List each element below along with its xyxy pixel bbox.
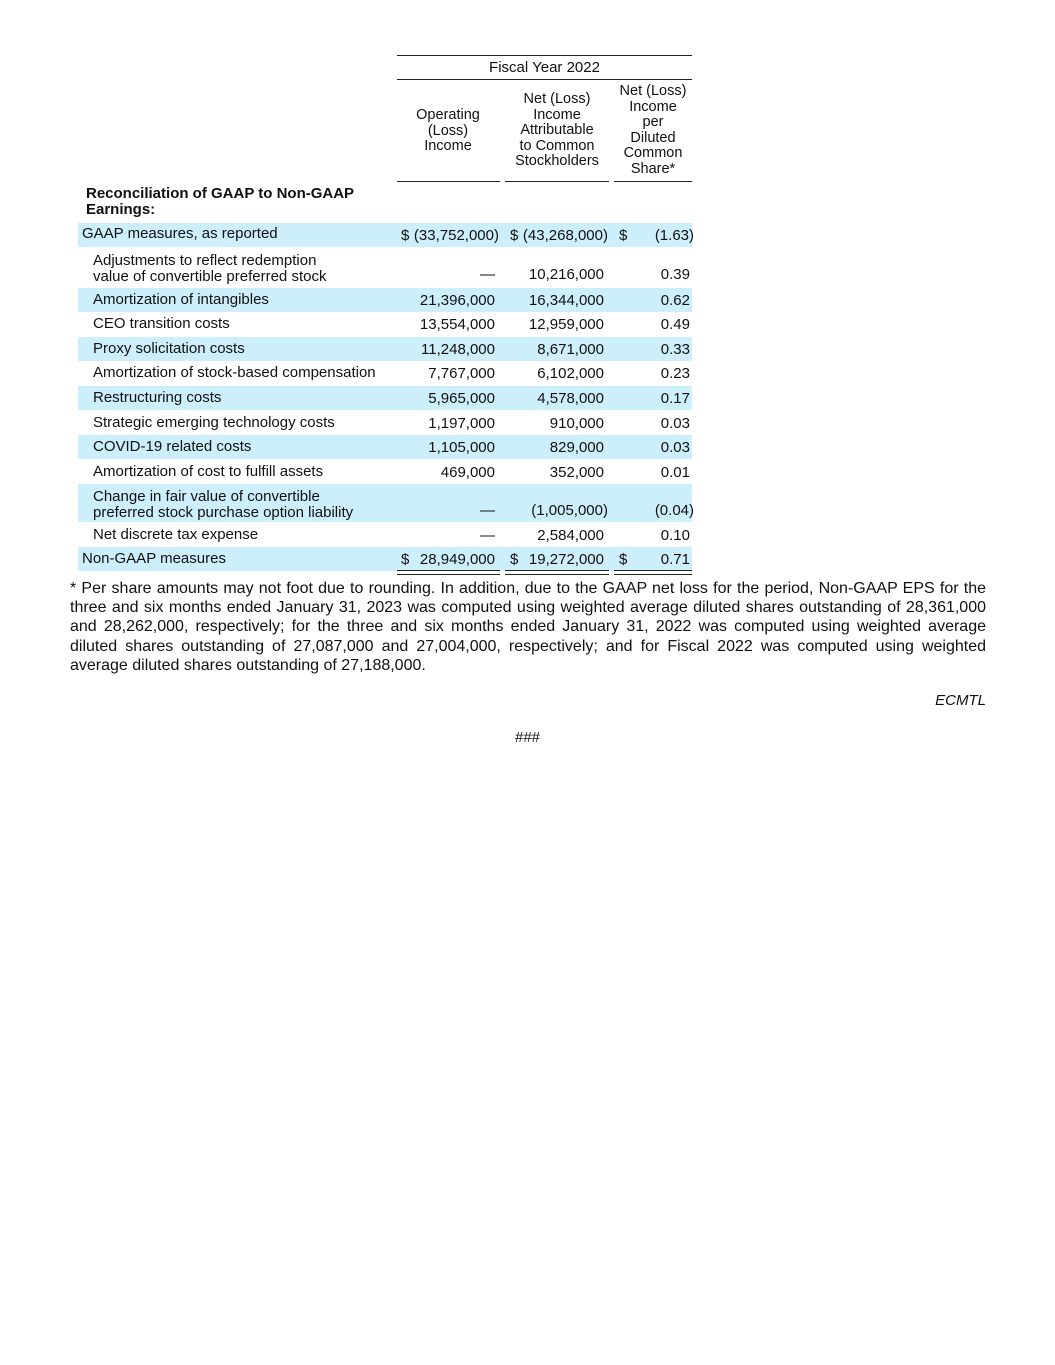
- eps-value: 0.03: [660, 415, 690, 432]
- operating-income-value: 7,767,000: [428, 365, 495, 382]
- table-row: [78, 484, 692, 522]
- net-income-value: 352,000: [549, 464, 604, 481]
- row-label: Amortization of intangibles: [93, 291, 269, 308]
- net-income-value: 16,344,000: [528, 292, 604, 309]
- net-income-currency-symbol: $: [510, 227, 519, 244]
- table-row: [78, 386, 692, 410]
- table-row: [78, 460, 692, 484]
- eps-value: 0.01: [660, 464, 690, 481]
- end-marker: ###: [514, 729, 541, 746]
- row-label: Adjustments to reflect redemption value of convertible preferred stock: [93, 252, 327, 285]
- operating-income-value: (33,752,000): [413, 227, 499, 244]
- total-double-rule-1: [397, 570, 500, 575]
- col-header-net-income: Net (Loss) Income Attributable to Common Stockholders: [515, 91, 599, 169]
- row-label: Strategic emerging technology costs: [93, 414, 335, 431]
- net-income-value: 829,000: [549, 439, 604, 456]
- table-top-rule: [397, 55, 692, 56]
- net-income-value: 2,584,000: [537, 527, 604, 544]
- net-income-value: 8,671,000: [537, 341, 604, 358]
- total-double-rule-2: [505, 570, 609, 575]
- eps-value: 0.17: [660, 390, 690, 407]
- company-code: ECMTL: [935, 692, 986, 709]
- eps-value: 0.39: [660, 266, 690, 283]
- row-label: CEO transition costs: [93, 315, 230, 332]
- operating-income-value: —: [480, 266, 495, 283]
- eps-value: 0.49: [660, 316, 690, 333]
- footnote: * Per share amounts may not foot due to rounding. In addition, due to the GAAP net loss for the period, Non-GAAP EPS for the three and six months ended January 31, 2023 was computed using weighted average diluted shares outstanding of 28,361,000 and 28,262,000, respectively; for the three and six months ended January 31, 2022 was computed using weighted average diluted shares outstanding of 27,087,000 and 27,004,000, respectively; and for Fiscal 2022 was computed using weighted average diluted shares outstanding of 27,188,000.: [70, 580, 986, 674]
- operating-income-value: 5,965,000: [428, 390, 495, 407]
- operating-income-value: 11,248,000: [421, 341, 495, 358]
- operating-income-value: —: [480, 527, 495, 544]
- eps-value: 0.71: [660, 551, 690, 568]
- col-header-eps: Net (Loss) Income per Diluted Common Share*: [619, 83, 687, 177]
- table-row: [78, 547, 692, 571]
- net-income-value: 10,216,000: [528, 266, 604, 283]
- eps-value: 0.33: [660, 341, 690, 358]
- col-header-rule-2: [505, 181, 609, 182]
- operating-income-currency-symbol: $: [401, 551, 410, 568]
- eps-value: (1.63): [654, 227, 694, 244]
- operating-income-value: 1,197,000: [428, 415, 495, 432]
- col-header-rule-1: [397, 181, 500, 182]
- operating-income-value: 469,000: [440, 464, 495, 481]
- row-label: Amortization of cost to fulfill assets: [93, 463, 324, 480]
- table-row: [78, 248, 692, 286]
- eps-value: 0.23: [660, 365, 690, 382]
- net-income-value: (1,005,000): [531, 502, 608, 519]
- table-row: [78, 223, 692, 247]
- eps-value: 0.03: [660, 439, 690, 456]
- operating-income-value: 1,105,000: [428, 439, 495, 456]
- table-row: [78, 435, 692, 459]
- net-income-currency-symbol: $: [510, 551, 519, 568]
- operating-income-value: 28,949,000: [419, 551, 495, 568]
- operating-income-value: —: [480, 502, 495, 519]
- net-income-value: 910,000: [549, 415, 604, 432]
- group-header-rule: [397, 79, 692, 80]
- table-row: [78, 411, 692, 435]
- net-income-value: (43,268,000): [522, 227, 608, 244]
- total-double-rule-3: [614, 570, 692, 575]
- table-row: [78, 288, 692, 312]
- eps-value: (0.04): [654, 502, 694, 519]
- operating-income-currency-symbol: $: [401, 227, 410, 244]
- eps-currency-symbol: $: [619, 551, 628, 568]
- col-header-operating-income: Operating (Loss) Income: [416, 107, 480, 154]
- net-income-value: 19,272,000: [528, 551, 604, 568]
- table-row: [78, 361, 692, 385]
- col-header-rule-3: [614, 181, 692, 182]
- net-income-value: 6,102,000: [537, 365, 604, 382]
- row-label: Restructuring costs: [93, 389, 222, 406]
- net-income-value: 12,959,000: [528, 316, 604, 333]
- table-row: [78, 523, 692, 547]
- table-row: [78, 312, 692, 336]
- row-label: GAAP measures, as reported: [82, 225, 278, 242]
- operating-income-value: 13,554,000: [419, 316, 495, 333]
- row-label: Net discrete tax expense: [93, 526, 259, 543]
- row-label: Amortization of stock-based compensation: [93, 364, 376, 381]
- table-row: [78, 337, 692, 361]
- section-title: Reconciliation of GAAP to Non-GAAP Earnings:: [86, 185, 355, 218]
- row-label: Proxy solicitation costs: [93, 340, 245, 357]
- row-label: Change in fair value of convertible preferred stock purchase option liability: [93, 488, 354, 521]
- operating-income-value: 21,396,000: [419, 292, 495, 309]
- row-label: COVID-19 related costs: [93, 438, 252, 455]
- fiscal-year-header: Fiscal Year 2022: [489, 59, 600, 76]
- net-income-value: 4,578,000: [537, 390, 604, 407]
- eps-currency-symbol: $: [619, 227, 628, 244]
- eps-value: 0.62: [660, 292, 690, 309]
- eps-value: 0.10: [660, 527, 690, 544]
- row-label: Non-GAAP measures: [82, 550, 226, 567]
